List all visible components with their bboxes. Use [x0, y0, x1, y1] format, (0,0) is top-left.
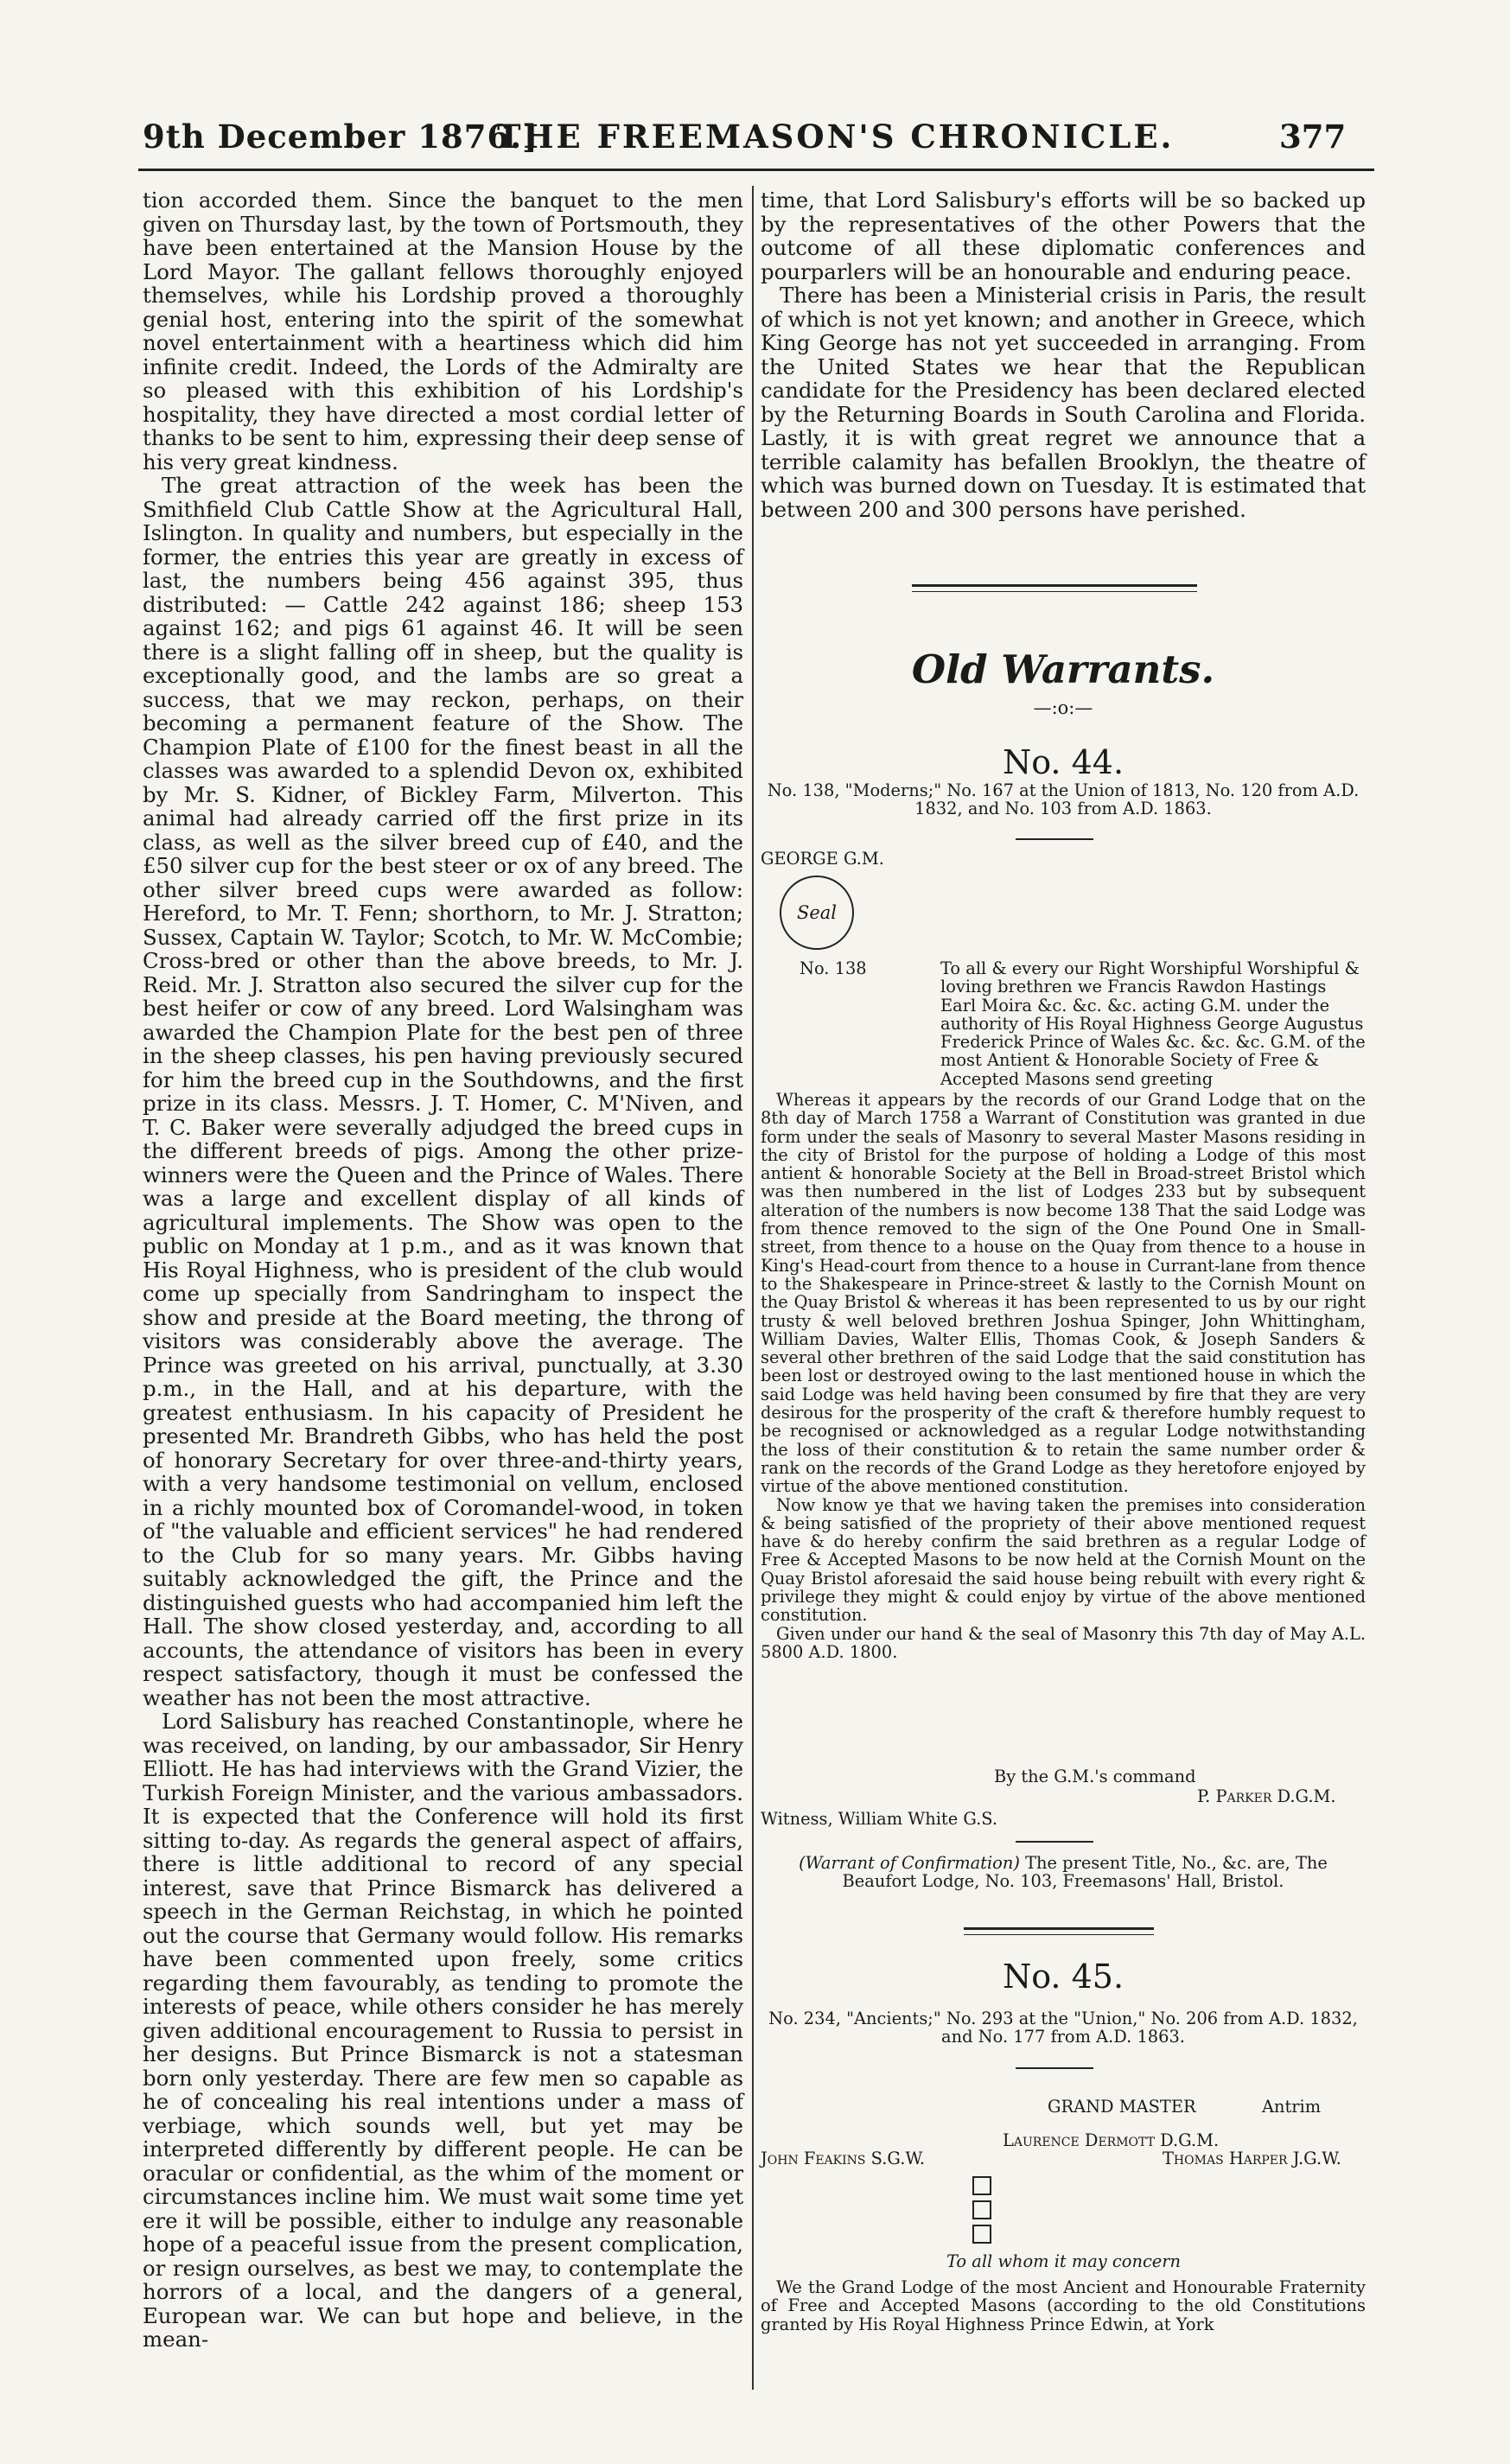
column-divider	[752, 186, 754, 2390]
paragraph: There has been a Ministerial crisis in Paris, the result of which is not yet known; and another in Greece, which King George has not yet succeeded in arranging. From the United States we hear that the Republican candidate for the Presidency has been declared elected by the Returning Boards in South Carolina and Florida. Lastly, it is with great regret we announce that a terrible calamity has befallen Brooklyn, the theatre of which was burned down on Tuesday. It is estimated that between 200 and 300 persons have perished.	[761, 283, 1366, 522]
page-number: 377	[1279, 118, 1347, 156]
paragraph: Lord Salisbury has reached Constantinople, where he was received, on landing, by our ambassador, Sir Henry Elliott. He has had interviews with the Grand Vizier, the Turkish Foreign Minister, and the various ambassadors. It is expected that the Conference will hold its first sitting to-day. As regards the general aspect of affairs, there is little additional to record of any special interest, save that Prince Bismarck has delivered a speech in the German Reichstag, in which he pointed out the course that Germany would follow. His remarks have been commented upon freely, some critics regarding them favourably, as tending to promote the interests of peace, while others consider he has merely given additional encouragement to Russia to persist in her designs. But Prince Bismarck is not a statesman born only yesterday. There are few men so capable as he of concealing his real intentions under a mass of verbiage, which sounds well, but yet may be interpreted differently by different people. He can be oracular or confidential, as the whim of the moment or circumstances incline him. We must wait some time yet ere it will be possible, either to indulge any reasonable hope of a peaceful issue from the present complication, or resign ourselves, as best we may, to contemplate the horrors of a local, and the dangers of a general, European war. We can but hope and believe, in the mean-	[143, 1709, 743, 2352]
warrant-address: To all & every our Right Worshipful Worshipful & loving brethren we Francis Rawdon Hastings Earl Moira &c. &c. &c. acting G.M. under the authority of His Royal Highness George Augustus Frederick Prince of Wales &c. &c. &c. G.M. of the most Antient & Honorable Society of Free & Accepted Masons send greeting	[940, 958, 1366, 1089]
warrant-heading: No. 45.	[1002, 1958, 1125, 1996]
paragraph: The great attraction of the week has been the Smithfield Club Cattle Show at the Agricultural Hall, Islington. In quality and numbers, but especially in the former, the entries this year are greatly in excess of last, the numbers being 456 against 395, thus distributed: — Cattle 242 against 186; sheep 153 against 162; and pigs 61 against 46. It will be seen there is a slight falling off in sheep, but the quality is exceptionally good, and the lambs are so great a success, that we may reckon, perhaps, on their becoming a permanent feature of the Show. The Champion Plate of £100 for the finest beast in all the classes was awarded to a splendid Devon ox, exhibited by Mr. S. Kidner, of Bickley Farm, Milverton. This animal had already carried off the first prize in its class, as well as the silver breed cup of £40, and the £50 silver cup for the best steer or ox of any breed. The other silver breed cups were awarded as follow: Hereford, to Mr. T. Fenn; shorthorn, to Mr. J. Stratton; Sussex, Captain W. Taylor; Scotch, to Mr. W. McCombie; Cross-bred or other than the above breeds, to Mr. J. Reid. Mr. J. Stratton also secured the silver cup for the best heifer or cow of any breed. Lord Walsingham was awarded the Champion Plate for the best pen of three in the sheep classes, his pen having previously secured for him the breed cup in the Southdowns, and the first prize in its class. Messrs. J. T. Homer, C. M'Niven, and T. C. Baker were severally adjudged the breed cups in the different breeds of pigs. Among the other prize-winners were the Queen and the Prince of Wales. There was a large and excellent display of all kinds of agricultural implements. The Show was open to the public on Monday at 1 p.m., and as it was known that His Royal Highness, who is president of the club would come up specially from Sandringham to inspect the show and preside at the Board meeting, the throng of visitors was considerably above the average. The Prince was greeted on his arrival, punctually, at 3.30 p.m., in the Hall, and at his departure, with the greatest enthusiasm. In his capacity of President he presented Mr. Brandreth Gibbs, who has held the post of honorary Secretary for over three-and-thirty years, with a very handsome testimonial on vellum, enclosed in a richly mounted box of Coromandel-wood, in token of "the valuable and efficient services" he had rendered to the Club for so many years. Mr. Gibbs having suitably acknowledged the gift, the Prince and the distinguished guests who had accompanied him left the Hall. The show closed yesterday, and, according to all accounts, the attendance of visitors has been in every respect satisfactory, though it must be confessed the weather has not been the most attractive.	[143, 473, 743, 1710]
warrant-heading: No. 44.	[1002, 743, 1125, 781]
paragraph: tion accorded them. Since the banquet to the men given on Thursday last, by the town of Portsmouth, they have been entertained at the Mansion House by the Lord Mayor. The gallant fellows thoroughly enjoyed themselves, while his Lordship proved a thoroughly genial host, entering into the spirit of the somewhat novel entertainment with a heartiness which did him infinite credit. Indeed, the Lords of the Admiralty are so pleased with this exhibition of his Lordship's hospitality, they have directed a most cordial letter of thanks to be sent to him, expressing their deep sense of his very great kindness.	[143, 188, 743, 474]
witness: Witness, William White G.S.	[761, 1809, 998, 1829]
signer: P. Parker D.G.M.	[1197, 1786, 1336, 1806]
warrant-subtitle: No. 234, "Ancients;" No. 293 at the "Union," No. 206 from A.D. 1832, and No. 177 from A.D. 1863.	[768, 2009, 1358, 2047]
masthead-title: THE FREEMASON'S CHRONICLE.	[497, 118, 1175, 156]
paragraph: Given under our hand & the seal of Masonry this 7th day of May A.L. 5800 A.D. 1800.	[761, 1623, 1366, 1662]
seal-box	[972, 2200, 991, 2219]
warrant-subtitle: No. 138, "Moderns;" No. 167 at the Union of 1813, No. 120 from A.D. 1832, and No. 103 from A.D. 1863.	[767, 780, 1360, 819]
confirmation-note	[761, 1854, 1366, 1891]
seal-mark	[780, 875, 854, 950]
senior-warden: John Feakins S.G.W.	[761, 2149, 926, 2168]
header-date: 9th December 1876.]	[143, 118, 538, 156]
deputy-grand-master: Laurence Dermott D.G.M.	[1003, 2130, 1220, 2150]
george-gm: GEORGE G.M.	[761, 849, 884, 869]
seal-box	[972, 2176, 991, 2195]
section-double-rule	[964, 1927, 1154, 1935]
confirmation-text: The present Title, No., &c. are, The Beaufort Lodge, No. 103, Freemasons' Hall, Bristol.	[842, 1853, 1328, 1892]
to-all-line: To all whom it may concern	[946, 2251, 1182, 2271]
grand-master: GRAND MASTER	[1048, 2097, 1196, 2117]
paragraph: Now know ye that we having taken the premises into consideration & being satisfied of the propriety of their above mentioned request have & do hereby confirm the said brethren as a regular Lodge of Free & Accepted Masons to be now held at the Cornish Mount on the Quay Bristol aforesaid the said house being rebuilt with every right & privilege they might & could enjoy by virtue of the above mentioned constitution.	[761, 1494, 1366, 1626]
warrant-body	[761, 1091, 1366, 1661]
paragraph: We the Grand Lodge of the most Ancient and Honourable Fraternity of Free and Accepted Masons (according to the old Constitutions granted by His Royal Highness Prince Edwin, at York	[761, 2277, 1366, 2334]
right-column-news	[761, 188, 1366, 521]
antrim: Antrim	[1262, 2097, 1322, 2117]
command-line: By the G.M.'s command	[994, 1767, 1196, 1786]
left-column	[143, 188, 743, 2352]
seal-box	[972, 2225, 991, 2244]
short-rule	[1016, 838, 1093, 840]
junior-warden: Thomas Harper J.G.W.	[1163, 2149, 1341, 2168]
warrant-body	[761, 2278, 1366, 2333]
seal-label: Seal	[796, 902, 838, 923]
paragraph: time, that Lord Salisbury's efforts will be so backed up by the representatives of the other Powers that the outcome of all these diplomatic conferences and pourparlers will be an honourable and enduring peace.	[761, 188, 1366, 284]
side-number: No. 138	[800, 958, 867, 978]
short-rule	[1016, 2067, 1093, 2069]
header-rule	[138, 169, 1374, 171]
paragraph: Whereas it appears by the records of our Grand Lodge that on the 8th day of March 1758 a Warrant of Constitution was granted in due form under the seals of Masonry to several Master Masons residing in the city of Bristol for the purpose of holding a Lodge of this most antient & honorable Society at the Bell in Broad-street Bristol which was then numbered in the list of Lodges 233 but by subsequent alteration of the numbers is now become 138 That the said Lodge was from thence removed to the sign of the One Pound One in Small-street, from thence to a house on the Quay from thence to a house in King's Head-court from thence to a house in Currant-lane from thence to the Shakespeare in Prince-street & lastly to the Cornish Mount on the Quay Bristol & whereas it has been represented to us by our right trusty & well beloved brethren Joshua Spinger, John Whittingham, William Davies, Walter Ellis, Thomas Cook, & Joseph Sanders & several other brethren of the said Lodge that the said constitution has been lost or destroyed owing to the last mentioned house in which the said Lodge was held having been consumed by fire that they are very desirous for the prosperity of the craft & therefore humbly request to be recognised or acknowledged as a regular Lodge notwithstanding the loss of their constitution & to retain the same number order & rank on the records of the Grand Lodge as they heretofore enjoyed by virtue of the above mentioned constitution.	[761, 1090, 1366, 1497]
ornament-divider: —:o:—	[1033, 697, 1093, 718]
section-title: Old Warrants.	[911, 646, 1215, 692]
short-rule	[1016, 1841, 1093, 1843]
section-double-rule	[912, 584, 1197, 592]
confirmation-label: (Warrant of Confirmation)	[799, 1853, 1020, 1873]
